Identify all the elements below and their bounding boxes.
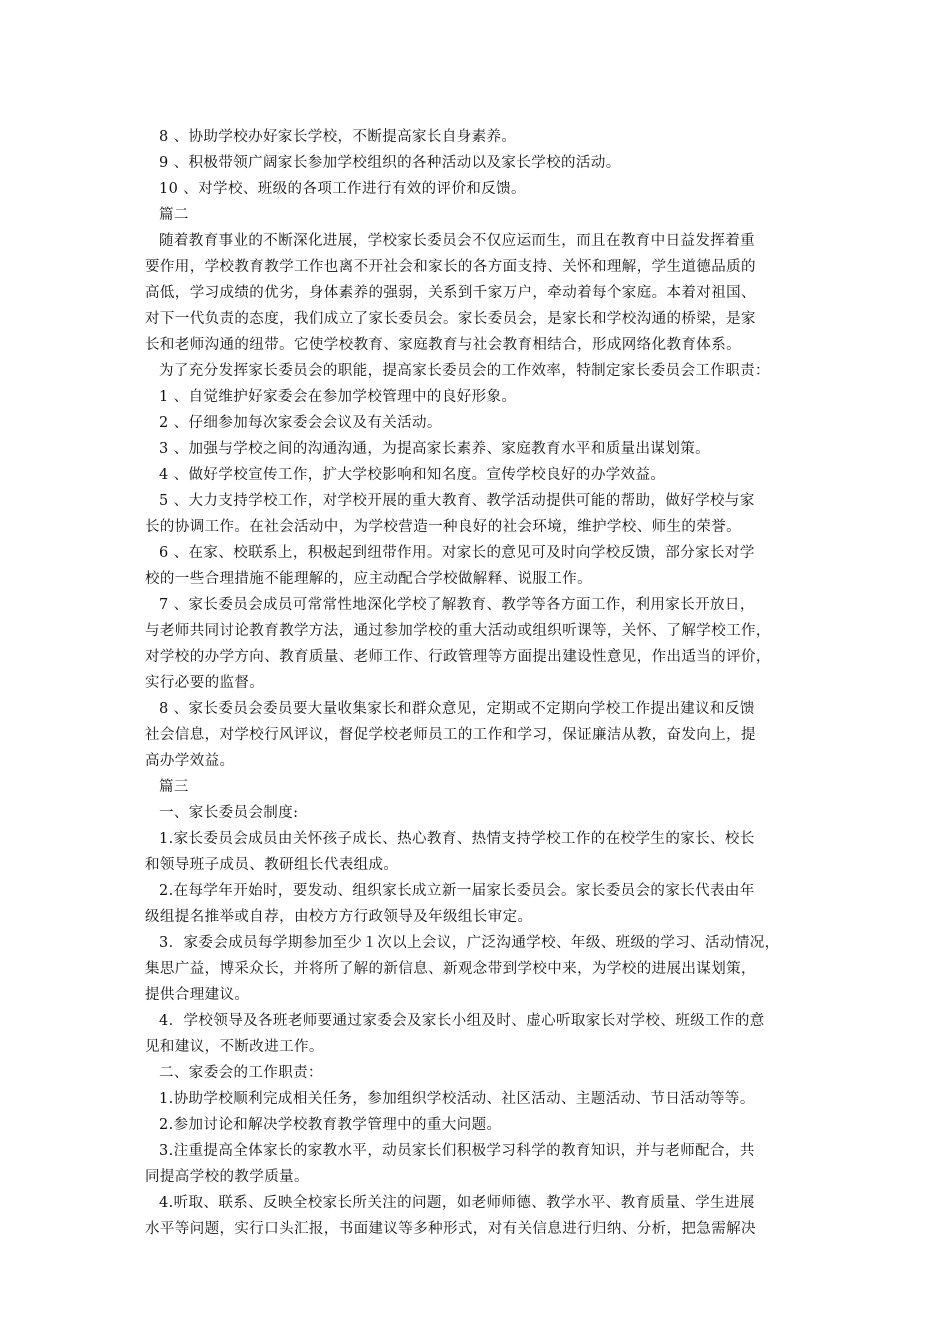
text-line: 2 、仔细参加每次家委会会议及有关活动。 — [159, 415, 442, 431]
text-line: 4．学校领导及各班老师要通过家委会及家长小组及时、虚心听取家长对学校、班级工作的意 — [159, 1013, 765, 1029]
text-line: 8 、协助学校办好家长学校，不断提高家长自身素养。 — [159, 129, 517, 145]
text-line: 长和老师沟通的纽带。它使学校教育、家庭教育与社会教育相结合，形成网络化教育体系。 — [145, 337, 741, 353]
text-line: 一、家长委员会制度: — [159, 805, 299, 821]
text-line: 3 、加强与学校之间的沟通沟通，为提高家长素养、家庭教育水平和质量出谋划策。 — [159, 441, 711, 457]
text-line: 高低，学习成绩的优劣，身体素养的强弱，关系到千家万户，牵动着每个家庭。本着对祖国、 — [145, 285, 756, 301]
text-line: 社会信息，对学校行风评议，督促学校老师员工的工作和学习，保证廉洁从教，奋发向上，提 — [145, 727, 756, 743]
text-line: 10 、对学校、班级的各项工作进行有效的评价和反馈。 — [159, 181, 526, 197]
text-line: 1.家长委员会成员由关怀孩子成长、热心教育、热情支持学校工作的在校学生的家长、校长 — [159, 831, 755, 847]
text-line: 3.注重提高全体家长的家教水平，动员家长们积极学习科学的教育知识，并与老师配合，共 — [159, 1143, 755, 1159]
text-line: 2.参加讨论和解决学校教育教学管理中的重大问题。 — [159, 1117, 502, 1133]
text-line: 4.听取、联系、反映全校家长所关注的问题，如老师师德、教学水平、教育质量、学生进展 — [159, 1195, 755, 1211]
text-line: 对学校的办学方向、教育质量、老师工作、行政管理等方面提出建设性意见，作出适当的评价， — [145, 649, 771, 665]
text-line: 二、家委会的工作职责： — [159, 1065, 323, 1081]
text-line: 6 、在家、校联系上，积极起到纽带作用。对家长的意见可及时向学校反馈，部分家长对学 — [159, 545, 755, 561]
text-line: 9 、积极带领广阔家长参加学校组织的各种活动以及家长学校的活动。 — [159, 155, 621, 171]
text-line: 集思广益，博采众长，并将所了解的新信息、新观念带到学校中来，为学校的进展出谋划策， — [145, 961, 756, 977]
text-line: 长的协调工作。在社会活动中，为学校营造一种良好的社会环境，维护学校、师生的荣誉。 — [145, 519, 741, 535]
text-line: 篇三 — [159, 779, 189, 795]
text-line: 1 、自觉维护好家委会在参加学校管理中的良好形象。 — [159, 389, 517, 405]
text-line: 级组提名推举或自荐，由校方方行政领导及年级组长审定。 — [145, 909, 533, 925]
text-line: 3．家委会成员每学期参加至少１次以上会议，广泛沟通学校、年级、班级的学习、活动情况， — [159, 935, 780, 951]
text-line: 校的一些合理措施不能理解的，应主动配合学校做解释、说服工作。 — [145, 571, 592, 587]
text-line: 4 、做好学校宣传工作，扩大学校影响和知名度。宣传学校良好的办学效益。 — [159, 467, 666, 483]
text-line: 为了充分发挥家长委员会的职能，提高家长委员会的工作效率，特制定家长委员会工作职责： — [159, 363, 770, 379]
text-line: 和领导班子成员、教研组长代表组成。 — [145, 857, 399, 873]
text-line: 同提高学校的教学质量。 — [145, 1169, 309, 1185]
text-line: 7 、家长委员会成员可常常性地深化学校了解教育、教学等各方面工作，利用家长开放日， — [159, 597, 755, 613]
text-line: 随着教育事业的不断深化进展，学校家长委员会不仅应运而生，而且在教育中日益发挥着重 — [159, 233, 755, 249]
text-line: 提供合理建议。 — [145, 987, 250, 1003]
text-line: 高办学效益。 — [145, 753, 235, 769]
text-line: 见和建议，不断改进工作。 — [145, 1039, 324, 1055]
text-line: 对下一代负责的态度，我们成立了家长委员会。家长委员会，是家长和学校沟通的桥梁，是家 — [145, 311, 756, 327]
text-line: 2.在每学年开始时，要发动、组织家长成立新一届家长委员会。家长委员会的家长代表由年 — [159, 883, 755, 899]
text-line: 要作用，学校教育教学工作也离不开社会和家长的各方面支持、关怀和理解，学生道德品质的 — [145, 259, 756, 275]
text-line: 8 、家长委员会委员要大量收集家长和群众意见，定期或不定期向学校工作提出建议和反馈 — [159, 701, 755, 717]
text-line: 篇二 — [159, 207, 189, 223]
text-line: 1.协助学校顺利完成相关任务，参加组织学校活动、社区活动、主题活动、节日活动等等。 — [159, 1091, 755, 1107]
text-line: 实行必要的监督。 — [145, 675, 265, 691]
text-line: 5 、大力支持学校工作，对学校开展的重大教育、教学活动提供可能的帮助，做好学校与家 — [159, 493, 755, 509]
document-page — [145, 124, 810, 1242]
text-line: 水平等问题，实行口头汇报，书面建议等多种形式，对有关信息进行归纳、分析，把急需解决 — [145, 1221, 756, 1237]
text-line: 与老师共同讨论教育教学方法，通过参加学校的重大活动或组织听课等，关怀、了解学校工作， — [145, 623, 771, 639]
